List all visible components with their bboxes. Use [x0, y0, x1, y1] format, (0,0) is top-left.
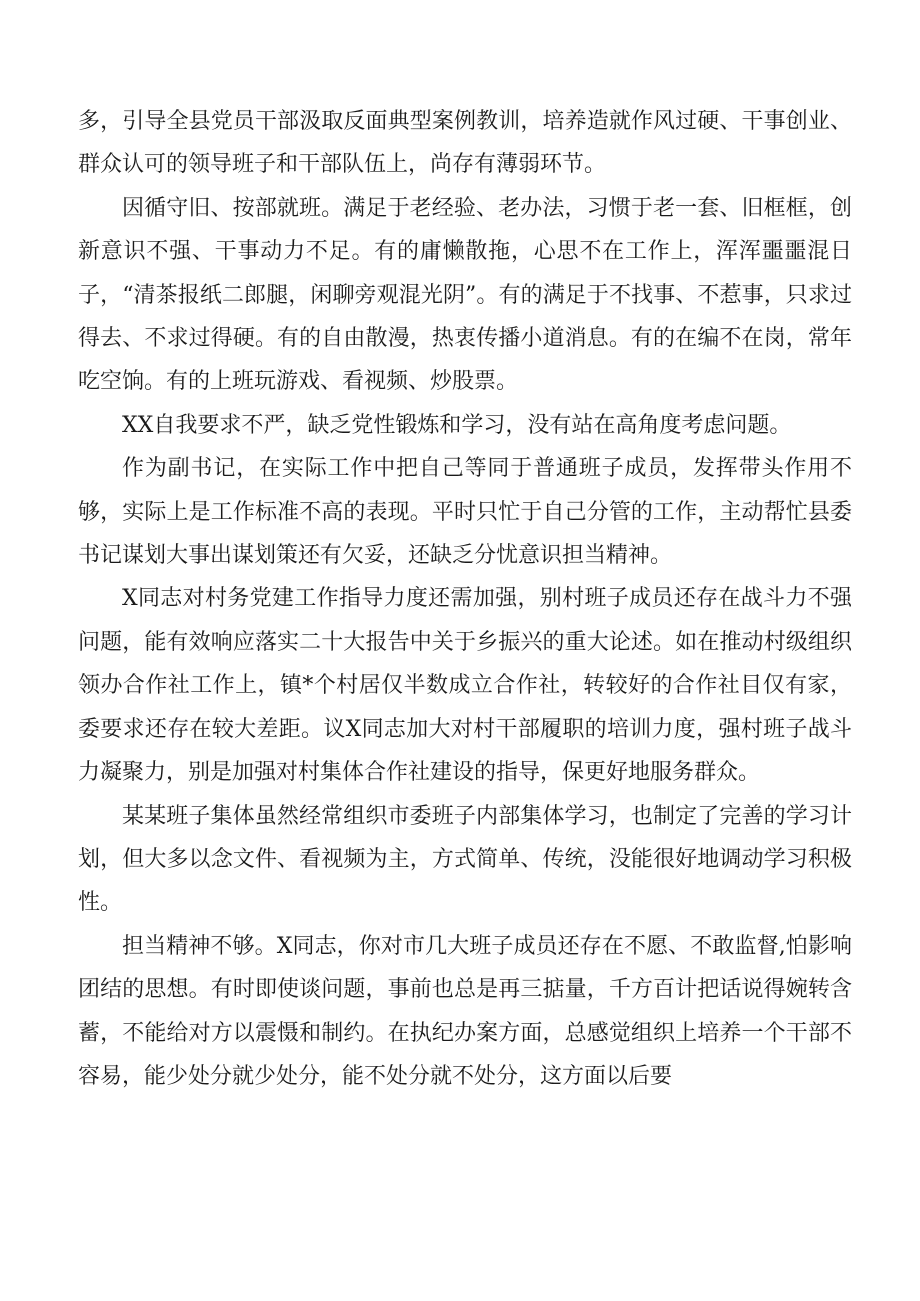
paragraph-7: 担当精神不够。X同志，你对市几大班子成员还存在不愿、不敢监督,怕影响团结的思想。有时即使谈问题，事前也总是再三掂量，千方百计把话说得婉转含蓄，不能给对方以震慑和制约。在执纪办案方面，总感觉组织上培养一个干部不容易，能少处分就少处分，能不处分就不处分，这方面以后要 [78, 933, 852, 1089]
paragraph-2: 因循守旧、按部就班。满足于老经验、老办法，习惯于老一套、旧框框，创新意识不强、干事动力不足。有的庸懒散拖，心思不在工作上，浑浑噩噩混日子，“清茶报纸二郎腿，闲聊旁观混光阴”。有的满足于不找事、不惹事，只求过得去、不求过得硬。有的自由散漫，热衷传播小道消息。有的在编不在岗，常年吃空饷。有的上班玩游戏、看视频、炒股票。 [78, 195, 852, 395]
paragraph-4: 作为副书记，在实际工作中把自己等同于普通班子成员，发挥带头作用不够，实际上是工作标准不高的表现。平时只忙于自己分管的工作，主动帮忙县委书记谋划大事出谋划策还有欠妥，还缺乏分忧意识担当精神。 [78, 456, 852, 569]
paragraph-3: XX自我要求不严，缺乏党性锻炼和学习，没有站在高角度考虑问题。 [122, 412, 792, 438]
paragraph-5: X同志对村务党建工作指导力度还需加强，别村班子成员还存在战斗力不强问题，能有效响应落实二十大报告中关于乡振兴的重大论述。如在推动村级组织领办合作社工作上，镇*个村居仅半数成立合作社，转较好的合作社目仅有家，委要求还存在较大差距。议X同志加大对村干部履职的培训力度，强村班子战斗力凝聚力，别是加强对村集体合作社建设的指导，保更好地服务群众。 [78, 586, 852, 786]
document-page [78, 100, 852, 1098]
paragraph-6: 某某班子集体虽然经常组织市委班子内部集体学习，也制定了完善的学习计划，但大多以念文件、看视频为主，方式简单、传统，没能很好地调动学习积极性。 [78, 803, 852, 916]
paragraph-1: 多，引导全县党员干部汲取反面典型案例教训，培养造就作风过硬、干事创业、群众认可的领导班子和干部队伍上，尚存有薄弱环节。 [78, 109, 852, 178]
